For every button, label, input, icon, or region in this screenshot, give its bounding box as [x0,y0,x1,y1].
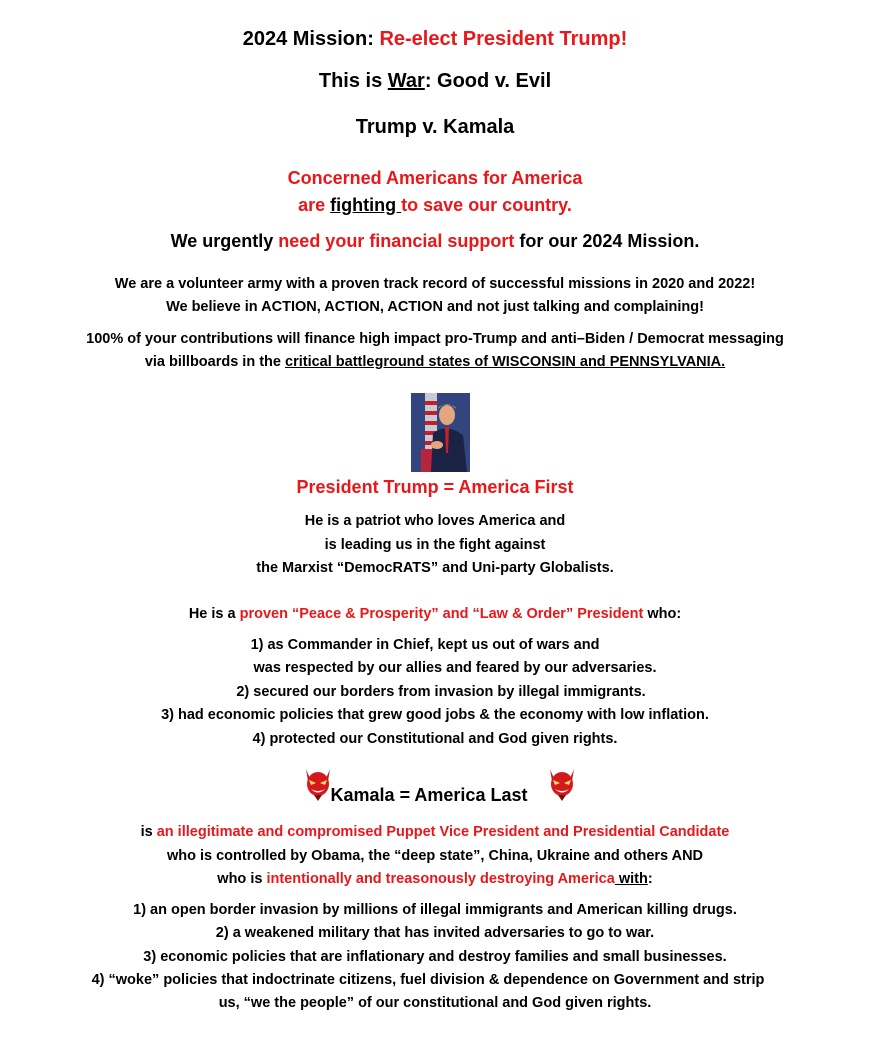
trump-desc-3: the Marxist “DemocRATS” and Uni-party Globalists. [256,560,614,576]
trump-desc-1: He is a patriot who loves America and [304,513,566,529]
fighting-line [0,195,870,216]
trump-item-1: 1) as Commander in Chief, kept us out of wars and [250,637,600,653]
war-line [0,70,870,93]
kamala-line-1-highlight: an illegitimate and compromised Puppet Vice President and Presidential Candidate [156,824,730,840]
matchup-line: Trump v. Kamala [355,116,515,138]
trump-item-3: 3) had economic policies that grew good jobs & the economy with low inflation. [161,707,709,723]
devil-face-icon [547,767,577,801]
kamala-line-1-prefix: is [140,824,157,840]
trump-item-1-cont: was respected by our allies and feared by our adversaries. [253,660,657,676]
kamala-item-4-cont: us, “we the people” of our constitutional and God given rights. [218,995,652,1011]
trump-heading: President Trump = America First [296,477,574,497]
kamala-line-3 [0,871,870,887]
proven-highlight: proven “Peace & Prosperity” and “Law & Order” President [239,606,644,622]
intro-line-2: We believe in ACTION, ACTION, ACTION and not just talking and complaining! [166,299,704,315]
proven-line [0,606,870,622]
trump-item-2: 2) secured our borders from invasion by illegal immigrants. [236,684,646,700]
proven-suffix: who: [643,606,682,622]
fighting-suffix: to save our country. [401,195,572,215]
kamala-item-2: 2) a weakened military that has invited adversaries to go to war. [215,925,655,941]
appeal-highlight: need your financial support [278,231,515,251]
intro-line-4-prefix: via billboards in the [144,354,286,370]
mission-prefix: 2024 Mission: [242,28,380,50]
appeal-prefix: We urgently [170,231,279,251]
trump-flag-photo-graphic [411,393,470,472]
war-prefix: This is [318,70,388,92]
fighting-prefix: are [298,195,331,215]
war-word: War [387,70,425,92]
kamala-line-1 [0,824,870,840]
trump-flag-photo [411,393,470,472]
mission-line [0,28,870,51]
kamala-line-3-highlight: intentionally and treasonously destroying America [266,871,615,887]
kamala-line-3-suffix: : [647,871,653,887]
trump-desc-2: is leading us in the fight against [324,537,546,553]
intro-line-4 [0,354,870,370]
kamala-line-3-prefix: who is [217,871,267,887]
mission-highlight: Re-elect President Trump! [379,28,628,50]
intro-line-3: 100% of your contributions will finance high impact pro-Trump and anti–Biden / Democrat messaging [86,331,784,347]
kamala-heading: Kamala = America Last [330,785,528,805]
appeal-suffix: for our 2024 Mission. [514,231,700,251]
fighting-word: fighting [330,195,402,215]
kamala-line-2: who is controlled by Obama, the “deep state”, China, Ukraine and others AND [166,848,704,864]
battleground-states: critical battleground states of WISCONSIN and PENNSYLVANIA. [285,354,726,370]
kamala-line-3-with: with [614,871,648,887]
kamala-item-1: 1) an open border invasion by millions of illegal immigrants and American killing drugs. [133,902,737,918]
intro-line-1: We are a volunteer army with a proven track record of successful missions in 2020 and 2022! [114,276,756,292]
war-suffix: : Good v. Evil [424,70,552,92]
appeal-line [0,231,870,252]
trump-item-4: 4) protected our Constitutional and God given rights. [252,731,618,747]
proven-prefix: He is a [188,606,240,622]
kamala-item-3: 3) economic policies that are inflationary and destroy families and small businesses. [143,949,727,965]
kamala-item-4: 4) “woke” policies that indoctrinate citizens, fuel division & dependence on Government and strip [91,972,765,988]
org-name: Concerned Americans for America [287,168,583,188]
